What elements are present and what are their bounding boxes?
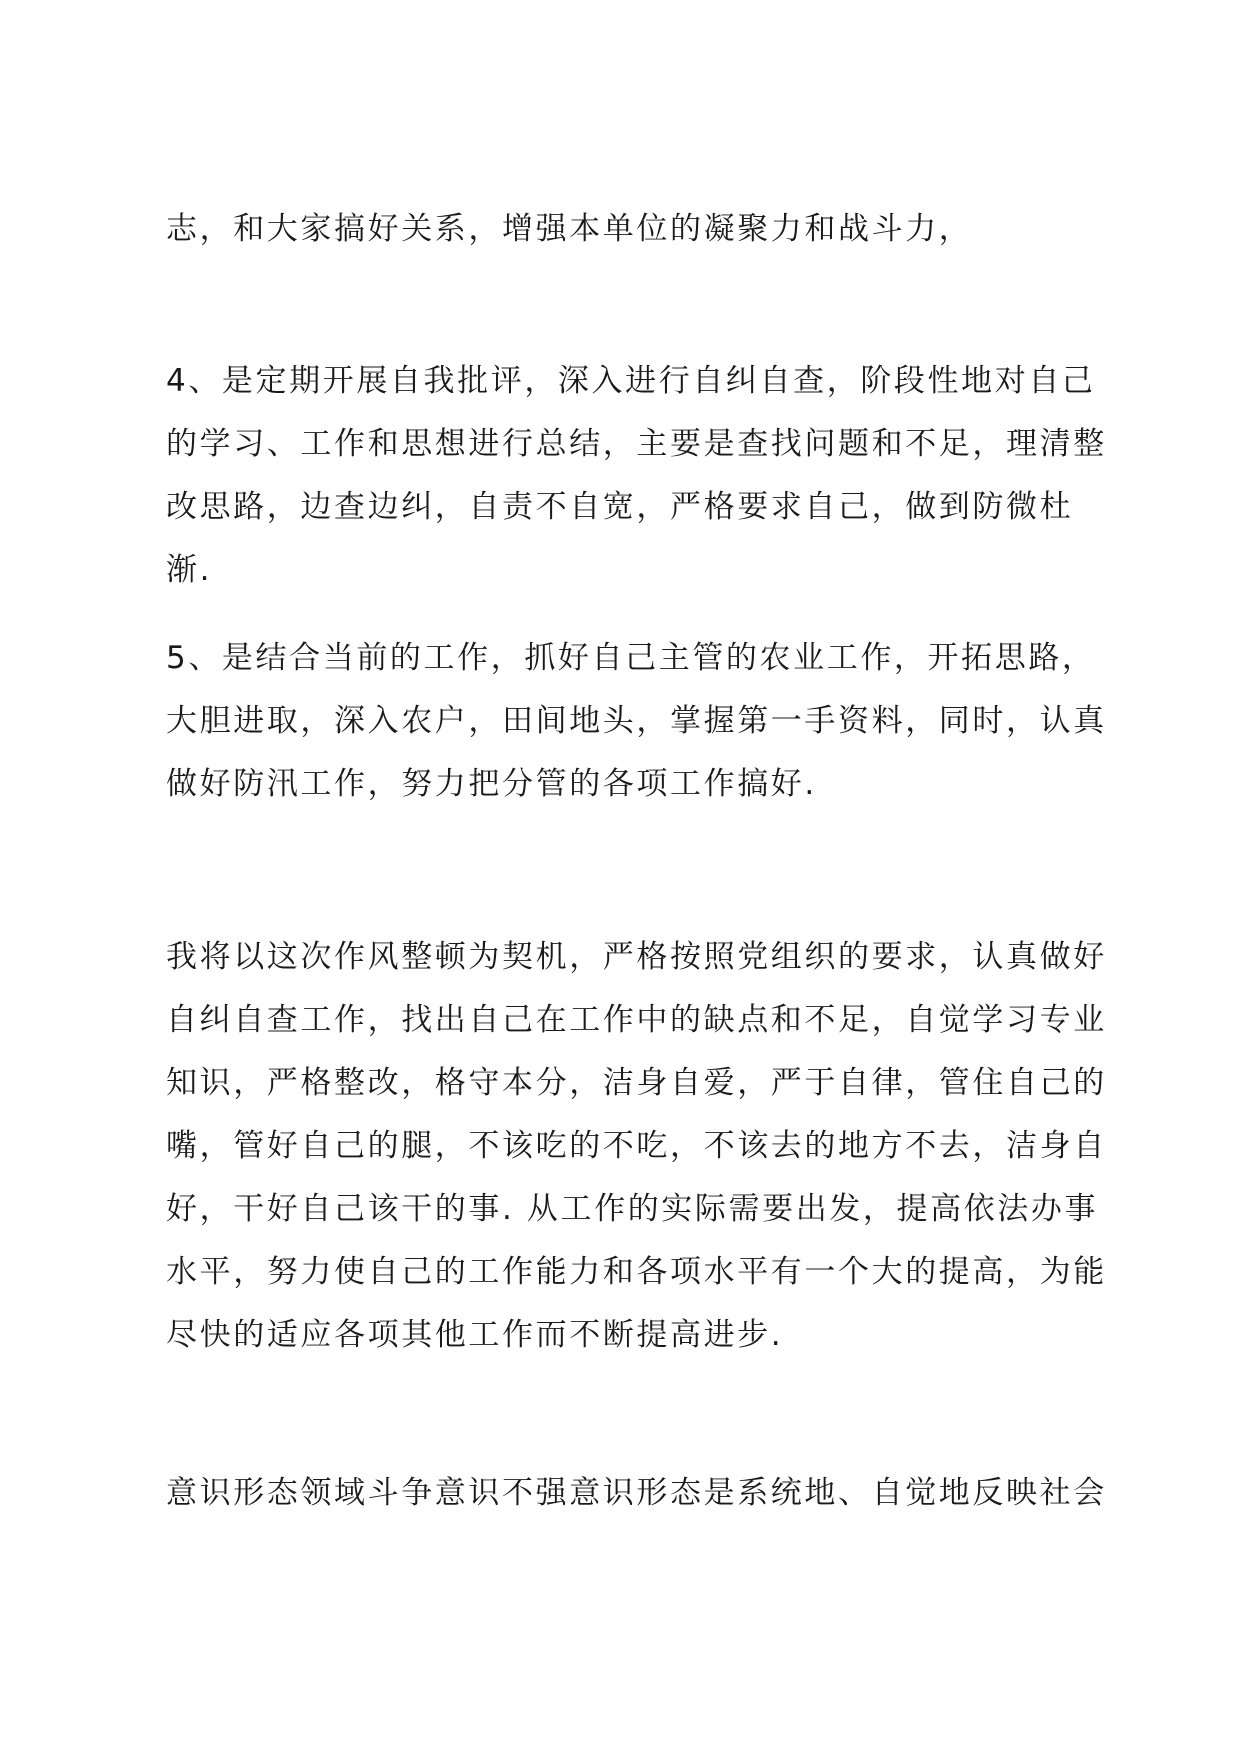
- text-line: 志，和大家搞好关系，增强本单位的凝聚力和战斗力，: [166, 211, 973, 247]
- text-line: 大胆进取，深入农户，田间地头，掌握第一手资料，同时，认真: [166, 703, 1107, 739]
- paragraph-1: [166, 198, 1098, 261]
- paragraph-4: [166, 926, 1107, 1367]
- paragraph-3: [166, 627, 1107, 816]
- text-line: 我将以这次作风整顿为契机，严格按照党组织的要求，认真做好: [166, 939, 1107, 975]
- text-line: 5、是结合当前的工作，抓好自己主管的农业工作，开拓思路，: [166, 640, 1096, 676]
- paragraph-5: [166, 1462, 1107, 1525]
- text-line: 的学习、工作和思想进行总结，主要是查找问题和不足，理清整: [166, 426, 1107, 462]
- text-line: 意识形态领域斗争意识不强意识形态是系统地、自觉地反映社会: [166, 1475, 1107, 1511]
- text-line: 改思路，边查边纠，自责不自宽，严格要求自己，做到防微杜: [166, 489, 1074, 525]
- text-line: 水平，努力使自己的工作能力和各项水平有一个大的提高，为能: [166, 1254, 1107, 1290]
- text-line: 好，干好自己该干的事. 从工作的实际需要出发，提高依法办事: [166, 1191, 1099, 1227]
- text-line: 嘴，管好自己的腿，不该吃的不吃，不该去的地方不去，洁身自: [166, 1128, 1107, 1164]
- text-line: 做好防汛工作，努力把分管的各项工作搞好.: [166, 766, 817, 802]
- paragraph-2: [166, 350, 1107, 602]
- text-line: 4、是定期开展自我批评，深入进行自纠自查，阶段性地对自己: [166, 363, 1096, 399]
- text-line: 自纠自查工作，找出自己在工作中的缺点和不足，自觉学习专业: [166, 1002, 1107, 1038]
- text-line: 知识，严格整改，格守本分，洁身自爱，严于自律，管住自己的: [166, 1065, 1107, 1101]
- text-line: 渐.: [166, 552, 213, 588]
- text-line: 尽快的适应各项其他工作而不断提高进步.: [166, 1317, 784, 1353]
